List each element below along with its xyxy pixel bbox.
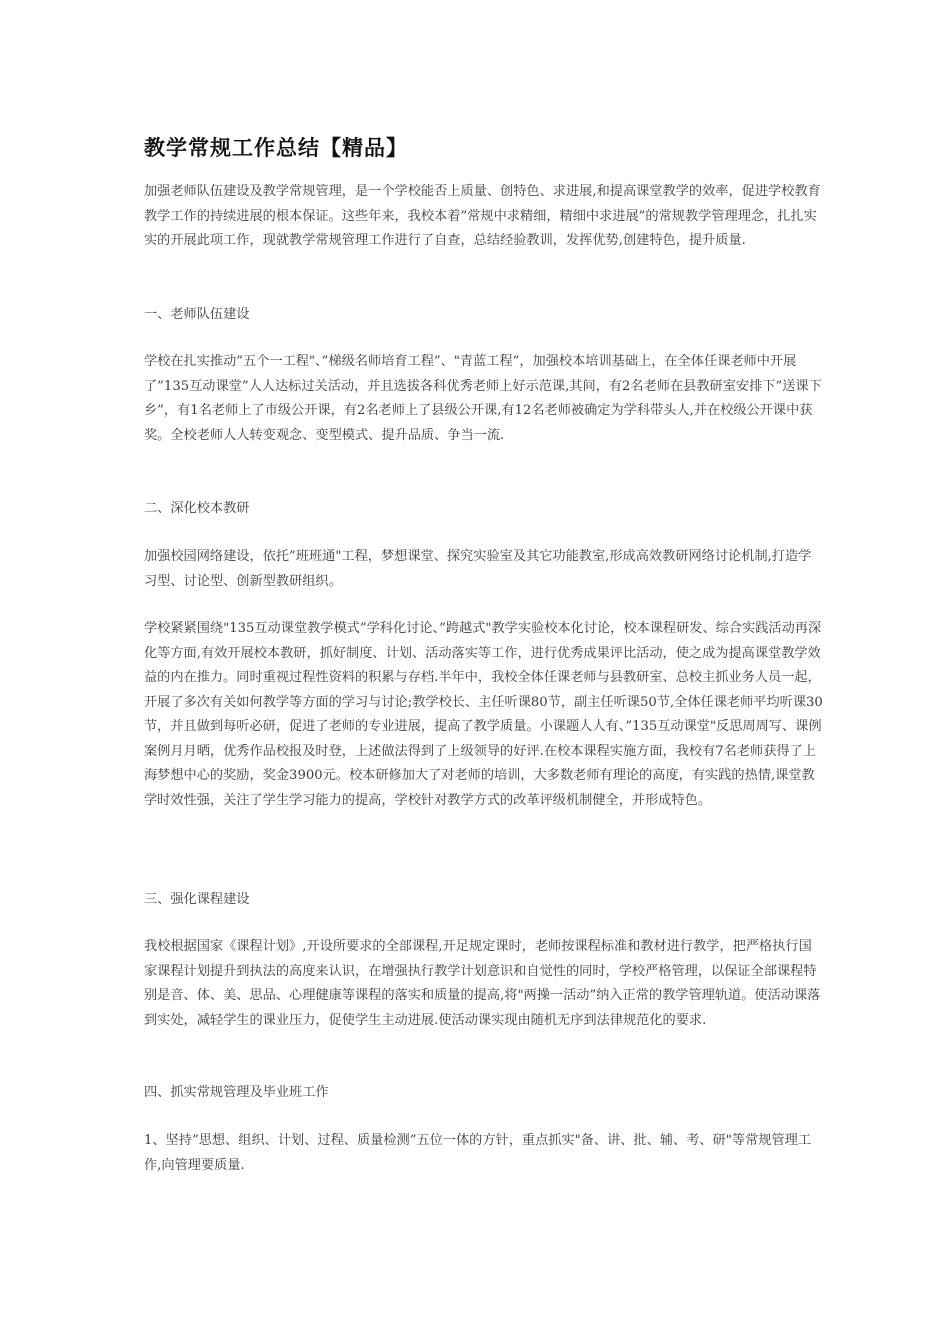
section-heading-curriculum: 三、强化课程建设 — [144, 892, 250, 907]
section-research-paragraph-2: 学校紧紧围绕"135互动课堂教学模式”学科化讨论、”跨越式"教学实验校本化讨论，校本课程研发、综合实践活动再深化等方面,有效开展校本教研，抓好制度、计划、活动落实等工作，进行优秀成果评比活动，使之成为提高课堂教学效益的内在推力。同时重视过程性资料的积累与存档.半年中，我校全体任课老师与县教研室、总校主抓业务人员一起，开展了多次有关如何教学等方面的学习与讨论;教学校长、主任听课80节，副主任听课50节,全体任课老师平均听课30节，并且做到每听必研，促进了老师的专业进展，提高了教学质量。小课题人人有、”135互动课堂"反思周周写、课例案例月月晒，优秀作品校报及时登，上述做法得到了上级领导的好评.在校本课程实施方面，我校有7名老师获得了上海梦想中心的奖励，奖金3900元。校本研修加大了对老师的培训，大多数老师有理论的高度，有实践的热情,课堂教学时效性强，关注了学生学习能力的提高，学校针对教学方式的改革评级机制健全，并形成特色。 — [144, 621, 823, 808]
document-title: 教学常规工作总结【精品】 — [144, 136, 408, 160]
section-heading-research: 二、深化校本教研 — [144, 501, 250, 516]
intro-paragraph: 加强老师队伍建设及教学常规管理，是一个学校能否上质量、创特色、求进展,和提高课堂教学的效率，促进学校教育教学工作的持续进展的根本保证。这些年来，我校本着”常规中求精细，精细中求进展”的常规教学管理理念，扎扎实实的开展此项工作，现就教学常规管理工作进行了自查，总结经验教训，发挥优势,创建特色，提升质量. — [144, 184, 821, 248]
section-heading-teachers: 一、老师队伍建设 — [144, 307, 250, 322]
section-curriculum-paragraph: 我校根据国家《课程计划》,开设所要求的全部课程,开足规定课时，老师按课程标准和教材进行教学，把严格执行国家课程计划提升到执法的高度来认识，在增强执行教学计划意识和自觉性的同时，学校严格管理，以保证全部课程特别是音、体、美、思品、心理健康等课程的落实和质量的提高,将"两操一活动”纳入正常的教学管理轨道。使活动课落到实处，减轻学生的课业压力，促使学生主动进展.使活动课实现由随机无序到法律规范化的要求. — [144, 939, 821, 1028]
section-heading-routine: 四、抓实常规管理及毕业班工作 — [144, 1085, 329, 1100]
section-research-paragraph-1: 加强校园网络建设，依托”班班通"工程，梦想课堂、探究实验室及其它功能教室,形成高效教研网络讨论机制,打造学习型、讨论型、创新型教研组织。 — [144, 549, 812, 589]
section-routine-paragraph: 1、坚持”思想、组织、计划、过程、质量检测”五位一体的方针，重点抓实"备、讲、批、辅、考、研"等常规管理工作,向管理要质量. — [144, 1133, 812, 1173]
section-teachers-paragraph: 学校在扎实推动”五个一工程"、”梯级名师培育工程”、"青蓝工程”，加强校本培训基础上，在全体任课老师中开展了”135互动课堂”人人达标过关活动，并且选拔各科优秀老师上好示范课,其间，有2名老师在县教研室安排下”送课下乡”，有1名老师上了市级公开课，有2名老师上了县级公开课,有12名老师被确定为学科带头人,并在校级公开课中获奖。全校老师人人转变观念、变型模式、提升品质、争当一流. — [144, 354, 822, 443]
